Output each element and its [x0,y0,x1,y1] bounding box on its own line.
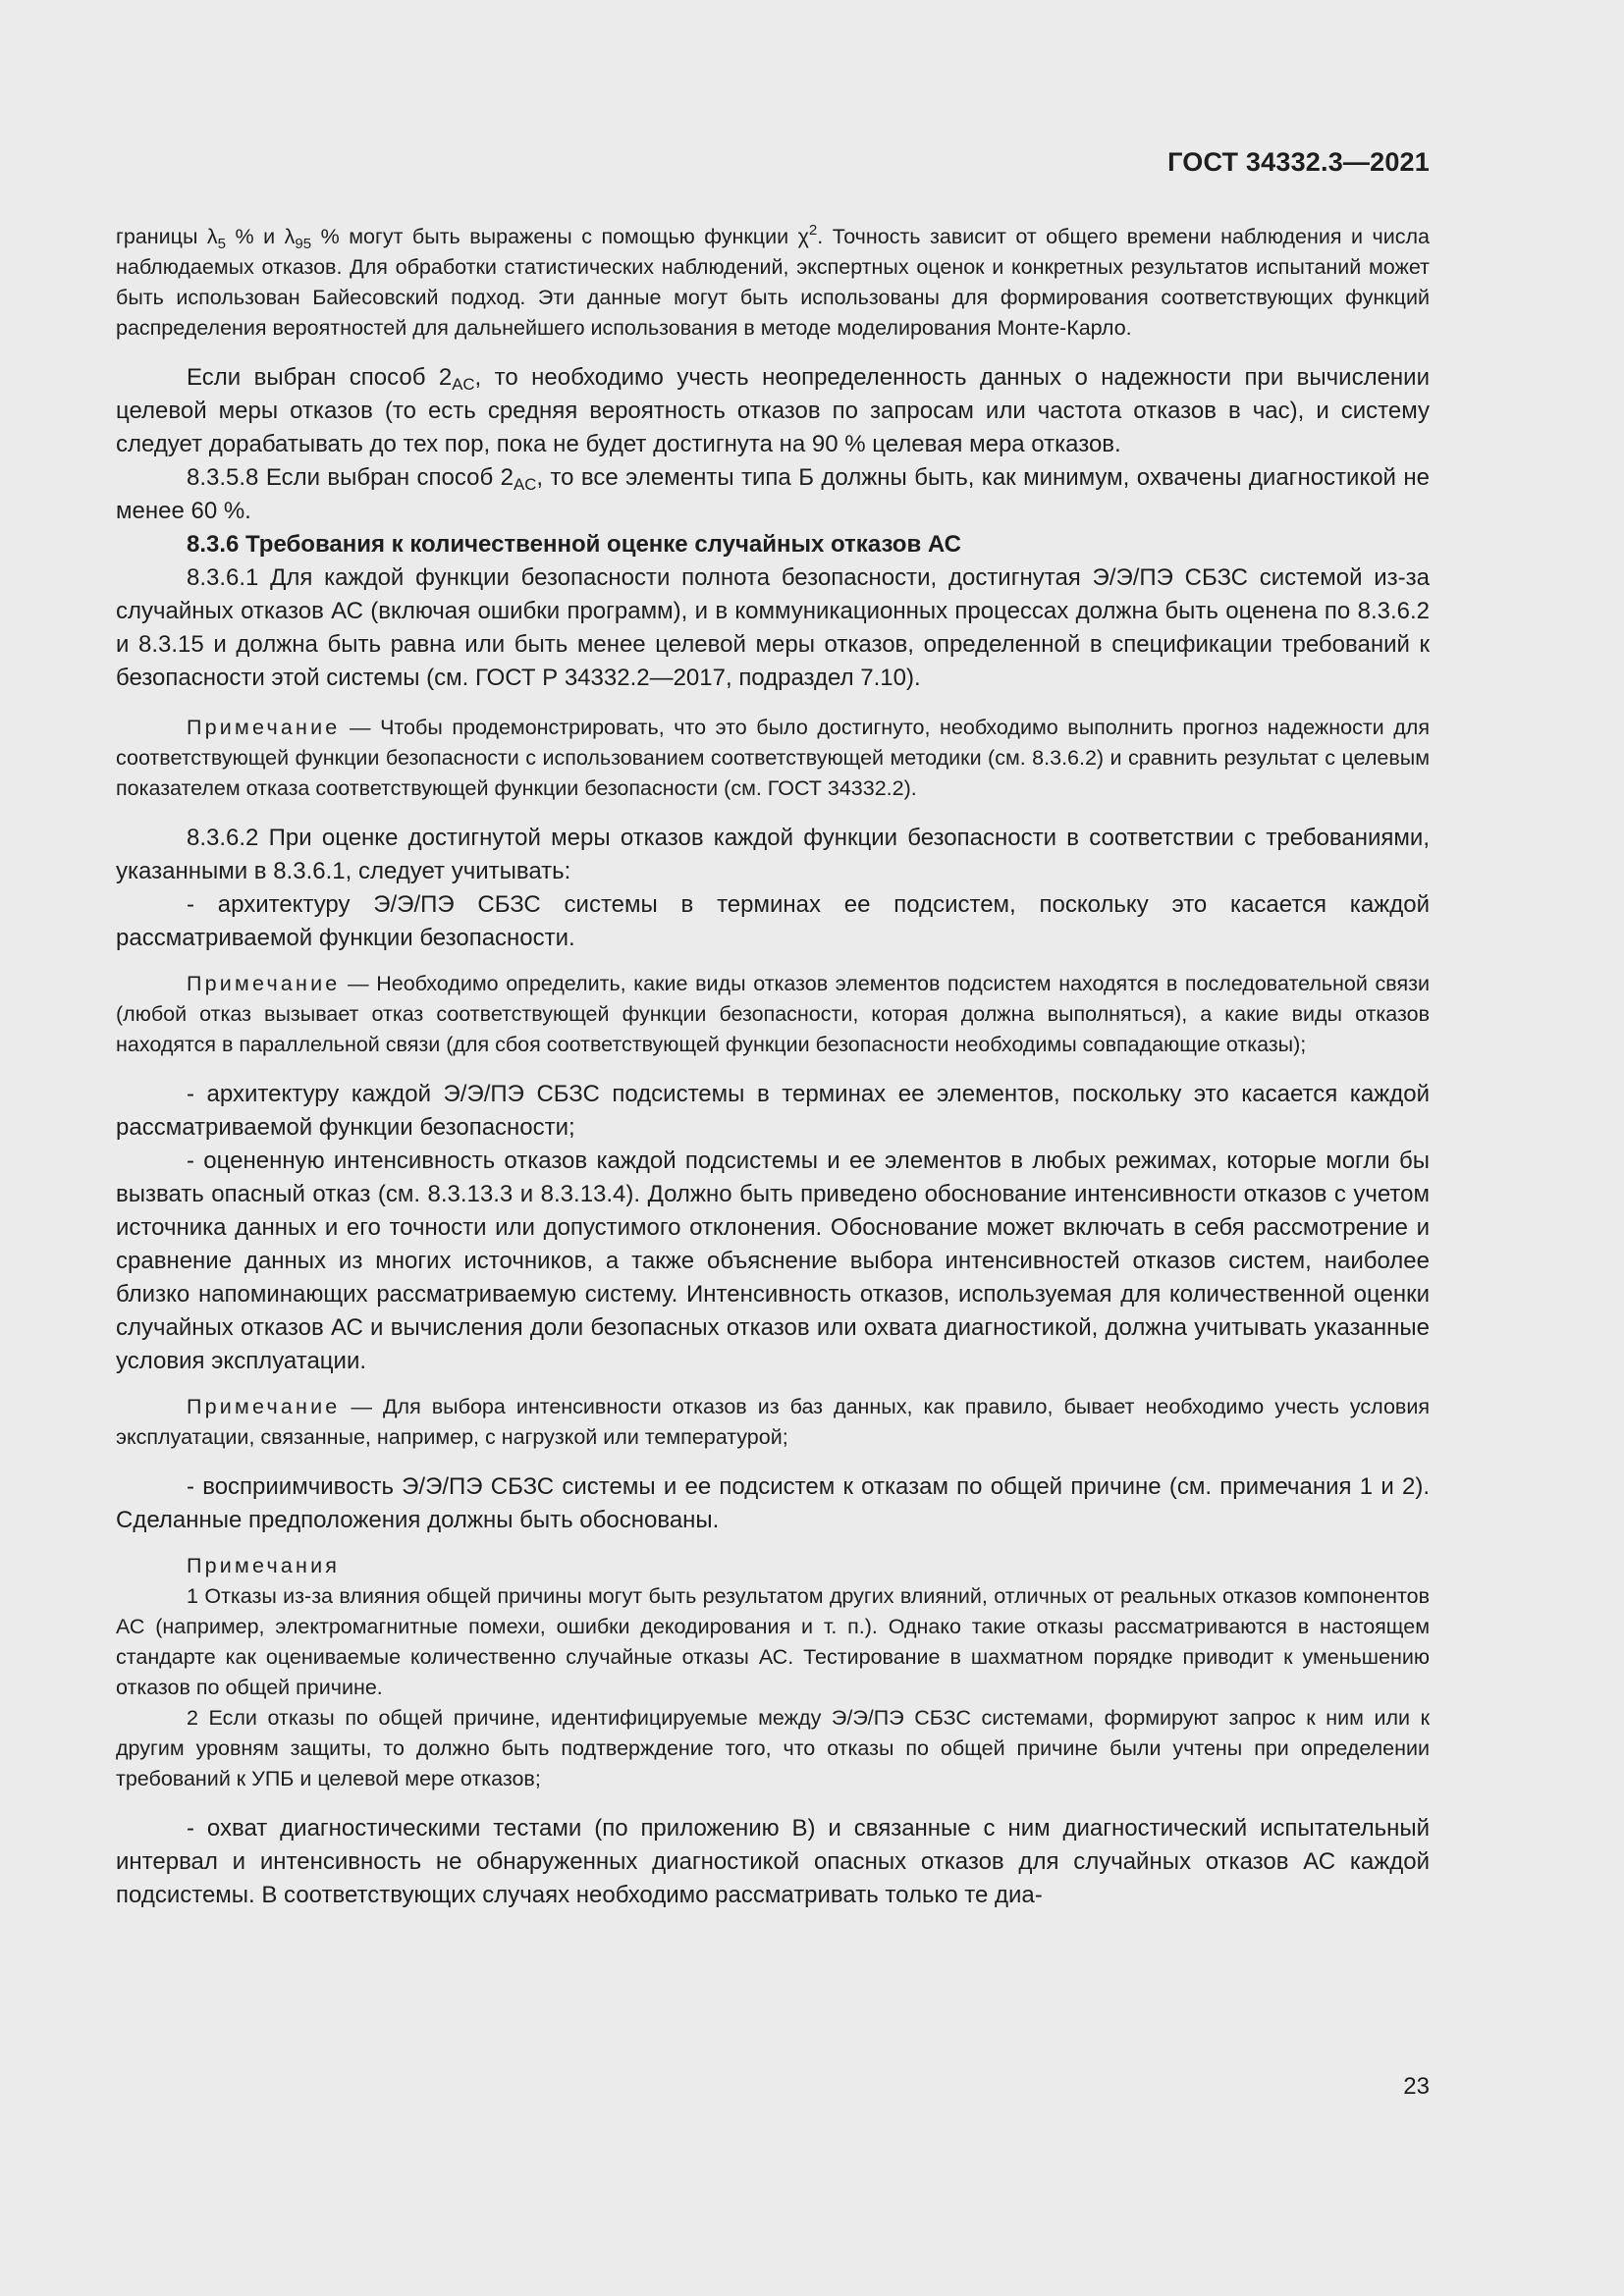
document-header: ГОСТ 34332.3—2021 [1167,147,1430,177]
note-item-1: 1 Отказы из-за влияния общей причины могут быть результатом других влияний, отличных от реальных отказов компонентов АС (например, электромагнитные помехи, ошибки декодирования и т. п.). Однако такие отказы рассматриваются в настоящем стандарте как оцениваемые количественно случайные отказы АС. Тестирование в шахматном порядке приводит к уменьшению отказов по общей причине. [116,1584,1430,1699]
section-heading-8-3-6: 8.3.6 Требования к количественной оценке случайных отказов АС [187,531,961,558]
note-failure-rate: Примечание — Для выбора интенсивности отказов из баз данных, как правило, бывает необходимо учесть условия эксплуатации, связанные, например, с нагрузкой или температурой; [116,1395,1430,1449]
list-item-common-cause: - восприимчивость Э/Э/ПЭ СБЗС системы и ее подсистем к отказам по общей причине (см. примечания 1 и 2). Сделанные предположения должны быть обоснованы. [116,1473,1430,1533]
list-item-architecture-system: - архитектуру Э/Э/ПЭ СБЗС системы в терминах ее подсистем, поскольку это касается каждой рассматриваемой функции безопасности. [116,891,1430,951]
clause-8-3-6-2: 8.3.6.2 При оценке достигнутой меры отказов каждой функции безопасности в соответствии с требованиями, указанными в 8.3.6.1, следует учитывать: [116,825,1430,884]
list-item-failure-rate: - оцененную интенсивность отказов каждой подсистемы и ее элементов в любых режимах, которые могли бы вызвать опасный отказ (см. 8.3.13.3 и 8.3.13.4). Должно быть приведено обоснование интенсивности отказов с учетом источника данных и его точности или допустимого отклонения. Обоснование может включать в себя рассмотрение и сравнение данных из многих источников, а также объяснение выбора интенсивностей отказов систем, наиболее близко напоминающих рассматриваемую систему. Интенсивность отказов, используемая для количественной оценки случайных отказов АС и вычисления доли безопасных отказов или охвата диагностикой, должна учитывать указанные условия эксплуатации. [116,1148,1430,1374]
note-label: Примечание [187,716,341,739]
note-architecture: Примечание — Необходимо определить, какие виды отказов элементов подсистем находятся в последовательной связи (любой отказ вызывает отказ соответствующей функции безопасности, которая должна выполняться), а какие виды отказов находятся в параллельной связи (для сбоя соответствующей функции безопасности необходимы совпадающие отказы); [116,972,1430,1056]
list-item-architecture-subsystem: - архитектуру каждой Э/Э/ПЭ СБЗС подсистемы в терминах ее элементов, поскольку это касается каждой рассматриваемой функции безопасности; [116,1081,1430,1141]
paragraph-continuation: границы $\lambda_5$ % и $\lambda_{95}$ % могут быть выражены с помощью функции $\chi^2$. Точность зависит от общего времени наблюдения и числа наблюдаемых отказов. Для обработки статистических наблюдений, экспертных оценок и конкретных результатов испытаний может быть использован Байесовский подход. Эти данные могут быть использованы для формирования соответствующих функций распределения вероятностей для дальнейшего использования в методе моделирования Монте-Карло. [116,222,1430,340]
note-item-2: 2 Если отказы по общей причине, идентифицируемые между Э/Э/ПЭ СБЗС системами, формируют запрос к ним или к другим уровням защиты, то должно быть подтверждение того, что отказы по общей причине были учтены при определении требований к УПБ и целевой мере отказов; [116,1706,1430,1790]
page-number: 23 [1403,2073,1430,2100]
note-8-3-6-1: Примечание — Чтобы продемонстрировать, что это было достигнуто, необходимо выполнить прогноз надежности для соответствующей функции безопасности с использованием соответствующей методики (см. 8.3.6.2) и сравнить результат с целевым показателем отказа соответствующей функции безопасности (см. ГОСТ 34332.2). [116,716,1430,800]
clause-8-3-6-1: 8.3.6.1 Для каждой функции безопасности полнота безопасности, достигнутая Э/Э/ПЭ СБЗС системой из-за случайных отказов АС (включая ошибки программ), и в коммуникационных процессах должна быть оценена по 8.3.6.2 и 8.3.15 и должна быть равна или быть менее целевой меры отказов, определенной в спецификации требований к безопасности этой системы (см. ГОСТ Р 34332.2—2017, подраздел 7.10). [116,564,1430,691]
note-label: Примечание [187,1395,341,1418]
document-body [116,222,1430,1912]
note-label: Примечание [187,972,341,995]
notes-heading: Примечания [187,1554,341,1577]
list-item-diagnostic-coverage: - охват диагностическими тестами (по приложению В) и связанные с ним диагностический испытательный интервал и интенсивность не обнаруженных диагностикой опасных отказов для случайных отказов АС каждой подсистемы. В соответствующих случаях необходимо рассматривать только те диа- [116,1815,1430,1908]
clause-8-3-5-8: 8.3.5.8 Если выбран способ $2_{AC}$, то все элементы типа Б должны быть, как минимум, охвачены диагностикой не менее 60 %. [116,464,1430,524]
paragraph-method-2ac: Если выбран способ $2_{AC}$, то необходимо учесть неопределенность данных о надежности при вычислении целевой меры отказов (то есть средняя вероятность отказов по запросам или частота отказов в час), и систему следует дорабатывать до тех пор, пока не будет достигнута на 90 % целевая мера отказов. [116,364,1430,457]
